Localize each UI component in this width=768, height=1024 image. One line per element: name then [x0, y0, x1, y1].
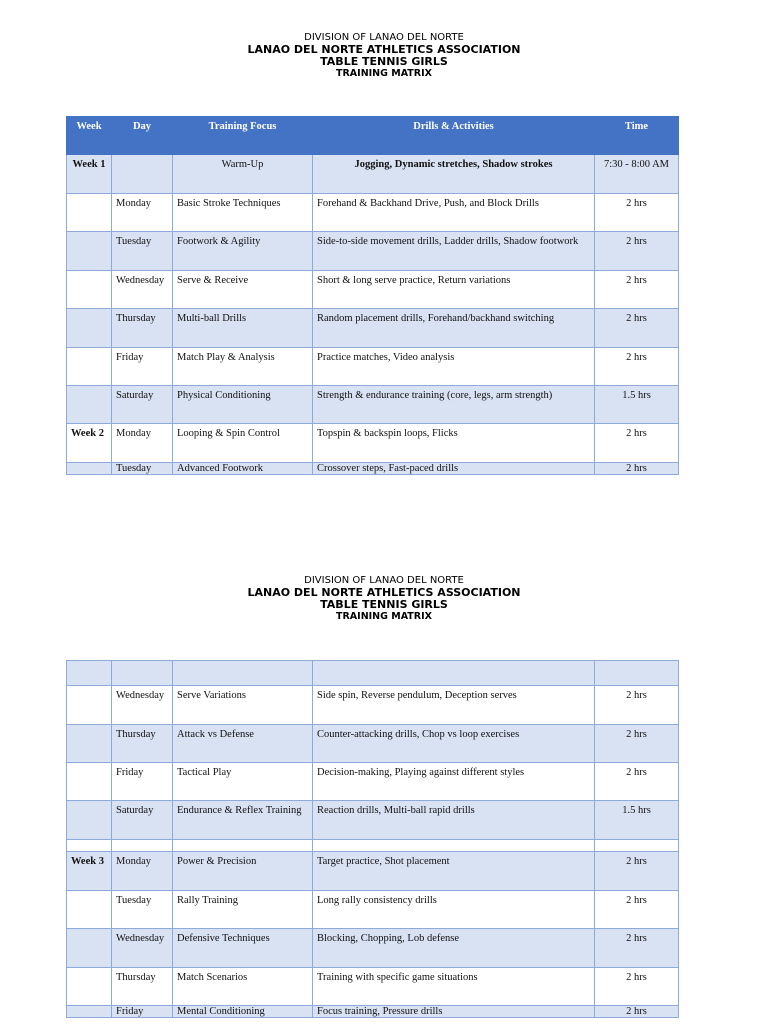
table-row — [67, 348, 679, 386]
focus-cell: Rally Training — [173, 891, 313, 929]
table-row — [67, 801, 679, 840]
time-cell: 2 hrs — [595, 725, 679, 763]
time-cell: 2 hrs — [595, 852, 679, 891]
time-cell — [595, 661, 679, 686]
drills-cell: Forehand & Backhand Drive, Push, and Block Drills — [313, 194, 595, 232]
day-cell — [112, 155, 173, 194]
focus-cell: Footwork & Agility — [173, 232, 313, 271]
day-cell: Friday — [112, 348, 173, 386]
header-week: Week — [67, 117, 112, 155]
table-row — [67, 891, 679, 929]
page1-header — [0, 32, 768, 80]
table-row — [67, 424, 679, 463]
day-cell — [112, 840, 173, 852]
drills-cell: Strength & endurance training (core, legs, arm strength) — [313, 386, 595, 424]
focus-cell: Tactical Play — [173, 763, 313, 801]
table-row — [67, 968, 679, 1006]
drills-cell: Side spin, Reverse pendulum, Deception serves — [313, 686, 595, 725]
week-cell — [67, 386, 112, 424]
day-cell: Tuesday — [112, 463, 173, 475]
time-cell: 2 hrs — [595, 968, 679, 1006]
drills-cell: Counter-attacking drills, Chop vs loop exercises — [313, 725, 595, 763]
table-row — [67, 929, 679, 968]
time-cell: 2 hrs — [595, 686, 679, 725]
week-cell — [67, 348, 112, 386]
drills-cell: Focus training, Pressure drills — [313, 1006, 595, 1018]
table-row — [67, 232, 679, 271]
time-cell — [595, 840, 679, 852]
team-title: TABLE TENNIS GIRLS — [320, 598, 448, 611]
table-row — [67, 194, 679, 232]
day-cell: Tuesday — [112, 891, 173, 929]
drills-cell: Decision-making, Playing against different styles — [313, 763, 595, 801]
day-cell: Monday — [112, 424, 173, 463]
time-cell: 2 hrs — [595, 424, 679, 463]
table-row — [67, 725, 679, 763]
drills-cell: Training with specific game situations — [313, 968, 595, 1006]
table-header-row — [67, 117, 679, 155]
week-cell — [67, 194, 112, 232]
focus-cell: Power & Precision — [173, 852, 313, 891]
week-cell — [67, 271, 112, 309]
time-cell: 2 hrs — [595, 309, 679, 348]
drills-cell: Long rally consistency drills — [313, 891, 595, 929]
document-title: TRAINING MATRIX — [336, 68, 432, 79]
division-label: DIVISION OF LANAO DEL NORTE — [304, 32, 464, 43]
week-cell — [67, 661, 112, 686]
week-cell: Week 2 — [67, 424, 112, 463]
header-day: Day — [112, 117, 173, 155]
time-cell: 2 hrs — [595, 348, 679, 386]
day-cell: Monday — [112, 852, 173, 891]
drills-cell: Practice matches, Video analysis — [313, 348, 595, 386]
day-cell: Tuesday — [112, 232, 173, 271]
day-cell: Wednesday — [112, 271, 173, 309]
day-cell: Thursday — [112, 725, 173, 763]
time-cell: 1.5 hrs — [595, 801, 679, 840]
table-row — [67, 271, 679, 309]
week-cell — [67, 968, 112, 1006]
drills-cell: Jogging, Dynamic stretches, Shadow strokes — [313, 155, 595, 194]
focus-cell: Physical Conditioning — [173, 386, 313, 424]
drills-cell: Target practice, Shot placement — [313, 852, 595, 891]
training-table-page1 — [66, 116, 679, 475]
drills-cell — [313, 840, 595, 852]
focus-cell: Advanced Footwork — [173, 463, 313, 475]
table-row — [67, 309, 679, 348]
drills-cell: Reaction drills, Multi-ball rapid drills — [313, 801, 595, 840]
focus-cell: Mental Conditioning — [173, 1006, 313, 1018]
week-cell — [67, 891, 112, 929]
week-cell — [67, 801, 112, 840]
focus-cell: Serve & Receive — [173, 271, 313, 309]
day-cell: Saturday — [112, 801, 173, 840]
week-cell — [67, 686, 112, 725]
week-cell — [67, 463, 112, 475]
division-label: DIVISION OF LANAO DEL NORTE — [304, 575, 464, 586]
document-title: TRAINING MATRIX — [336, 611, 432, 622]
time-cell: 2 hrs — [595, 1006, 679, 1018]
table-row — [67, 463, 679, 475]
header-training-focus: Training Focus — [173, 117, 313, 155]
week-cell — [67, 232, 112, 271]
focus-cell: Endurance & Reflex Training — [173, 801, 313, 840]
week-cell — [67, 763, 112, 801]
header-drills: Drills & Activities — [313, 117, 595, 155]
focus-cell: Match Play & Analysis — [173, 348, 313, 386]
table-row — [67, 852, 679, 891]
week-cell — [67, 725, 112, 763]
week-cell: Week 1 — [67, 155, 112, 194]
drills-cell: Side-to-side movement drills, Ladder drills, Shadow footwork — [313, 232, 595, 271]
table-row — [67, 840, 679, 852]
training-table-page2 — [66, 660, 679, 1018]
focus-cell: Multi-ball Drills — [173, 309, 313, 348]
association-title: LANAO DEL NORTE ATHLETICS ASSOCIATION — [247, 43, 521, 56]
day-cell: Thursday — [112, 309, 173, 348]
day-cell — [112, 661, 173, 686]
time-cell: 7:30 - 8:00 AM — [595, 155, 679, 194]
time-cell: 2 hrs — [595, 929, 679, 968]
focus-cell: Looping & Spin Control — [173, 424, 313, 463]
day-cell: Saturday — [112, 386, 173, 424]
time-cell: 2 hrs — [595, 194, 679, 232]
week-cell: Week 3 — [67, 852, 112, 891]
day-cell: Wednesday — [112, 686, 173, 725]
focus-cell: Basic Stroke Techniques — [173, 194, 313, 232]
drills-cell: Short & long serve practice, Return variations — [313, 271, 595, 309]
header-time: Time — [595, 117, 679, 155]
week-cell — [67, 929, 112, 968]
drills-cell — [313, 661, 595, 686]
day-cell: Friday — [112, 1006, 173, 1018]
time-cell: 2 hrs — [595, 271, 679, 309]
table-row — [67, 763, 679, 801]
page2-header — [0, 575, 768, 623]
table-row — [67, 155, 679, 194]
time-cell: 2 hrs — [595, 232, 679, 271]
drills-cell: Crossover steps, Fast-paced drills — [313, 463, 595, 475]
time-cell: 2 hrs — [595, 891, 679, 929]
time-cell: 1.5 hrs — [595, 386, 679, 424]
table-row — [67, 661, 679, 686]
week-cell — [67, 840, 112, 852]
focus-cell: Attack vs Defense — [173, 725, 313, 763]
table-row — [67, 1006, 679, 1018]
table-row — [67, 386, 679, 424]
focus-cell: Warm-Up — [173, 155, 313, 194]
focus-cell: Defensive Techniques — [173, 929, 313, 968]
time-cell: 2 hrs — [595, 763, 679, 801]
week-cell — [67, 309, 112, 348]
association-title: LANAO DEL NORTE ATHLETICS ASSOCIATION — [247, 586, 521, 599]
time-cell: 2 hrs — [595, 463, 679, 475]
day-cell: Monday — [112, 194, 173, 232]
drills-cell: Blocking, Chopping, Lob defense — [313, 929, 595, 968]
drills-cell: Topspin & backspin loops, Flicks — [313, 424, 595, 463]
team-title: TABLE TENNIS GIRLS — [320, 55, 448, 68]
focus-cell: Serve Variations — [173, 686, 313, 725]
week-cell — [67, 1006, 112, 1018]
focus-cell — [173, 840, 313, 852]
day-cell: Thursday — [112, 968, 173, 1006]
day-cell: Friday — [112, 763, 173, 801]
focus-cell: Match Scenarios — [173, 968, 313, 1006]
day-cell: Wednesday — [112, 929, 173, 968]
table-row — [67, 686, 679, 725]
focus-cell — [173, 661, 313, 686]
drills-cell: Random placement drills, Forehand/backhand switching — [313, 309, 595, 348]
